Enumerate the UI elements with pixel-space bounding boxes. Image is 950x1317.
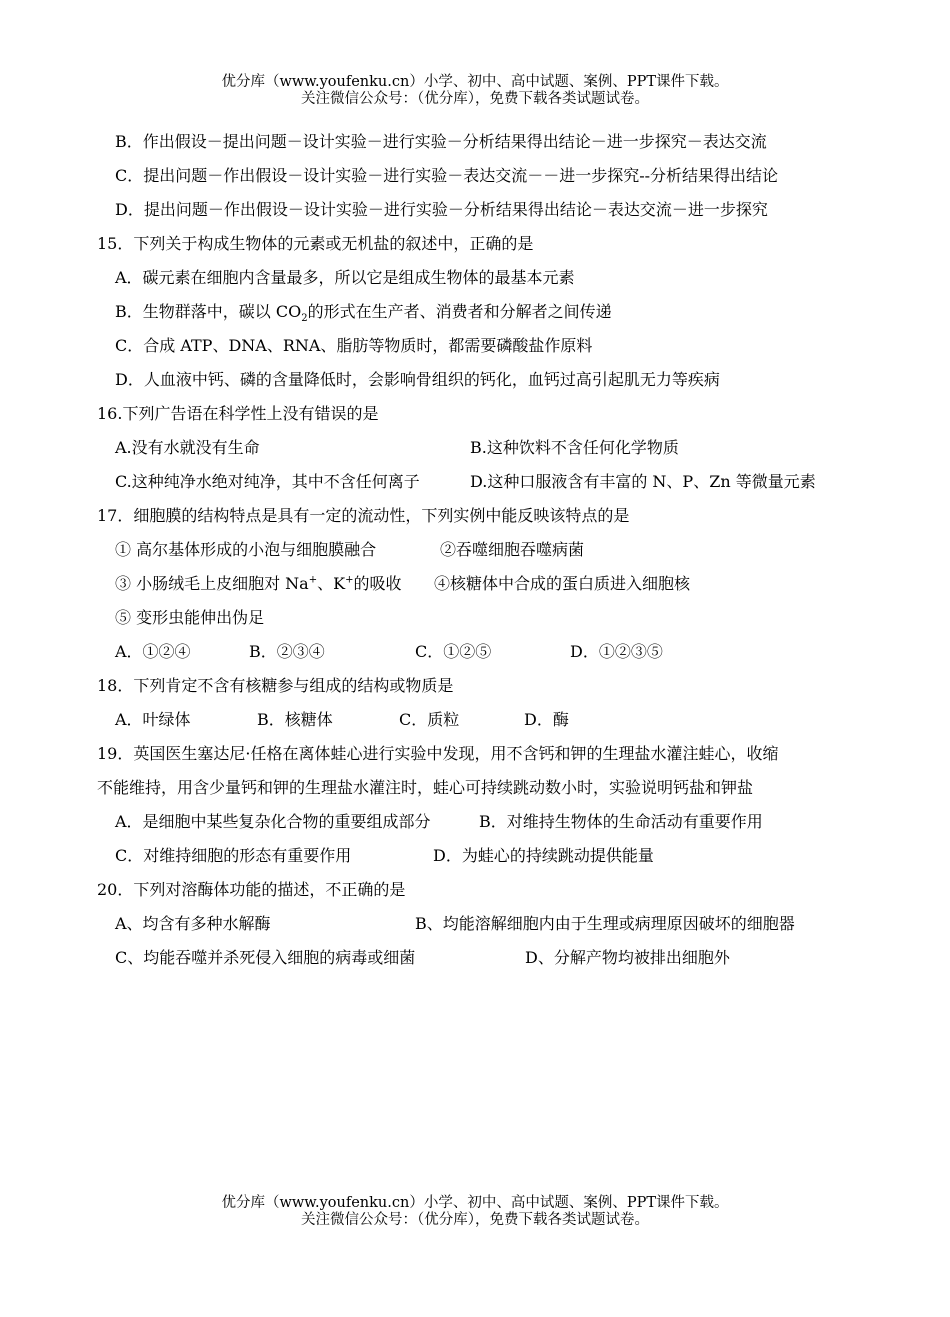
- q17-option-c: C．①②⑤: [415, 642, 492, 661]
- q19-stem-line-2: 不能维持，用含少量钙和钾的生理盐水灌注时，蛙心可持续跳动数小时，实验说明钙盐和钾盐: [97, 778, 754, 797]
- q17-item-5: ⑤ 变形虫能伸出伪足: [115, 608, 265, 627]
- footer-line-1: 优分库（www.youfenku.cn）小学、初中、高中试题、案例、PPT课件下载。: [221, 1195, 729, 1211]
- header-line-2: 关注微信公众号：（优分库），免费下载各类试题试卷。: [301, 91, 649, 107]
- q14-option-d: D．提出问题－作出假设－设计实验－进行实验－分析结果得出结论－表达交流－进一步探究: [115, 200, 768, 219]
- q17-item-2: ②吞噬细胞吞噬病菌: [440, 540, 585, 559]
- q20-option-c: C、均能吞噬并杀死侵入细胞的病毒或细菌: [115, 948, 416, 967]
- q19-option-d: D．为蛙心的持续跳动提供能量: [433, 846, 654, 865]
- q15-option-a: A．碳元素在细胞内含量最多，所以它是组成生物体的最基本元素: [115, 268, 575, 287]
- page-footer: [0, 1195, 950, 1229]
- q16-option-a: A.没有水就没有生命: [115, 438, 260, 457]
- q16-option-d: D.这种口服液含有丰富的 N、P、Zn 等微量元素: [470, 472, 816, 491]
- q16-option-b: B.这种饮料不含任何化学物质: [470, 438, 679, 457]
- q17-item-1: ① 高尔基体形成的小泡与细胞膜融合: [115, 540, 377, 559]
- q20-option-b: B、均能溶解细胞内由于生理或病理原因破坏的细胞器: [415, 914, 795, 933]
- q19-option-a: A．是细胞中某些复杂化合物的重要组成部分: [115, 812, 431, 831]
- q17-item-3: ③ 小肠绒毛上皮细胞对 Na+、K+的吸收: [115, 574, 402, 593]
- q15-option-c: C．合成 ATP、DNA、RNA、脂肪等物质时，都需要磷酸盐作原料: [115, 336, 593, 355]
- q19-stem-line-1: 19．英国医生塞达尼·任格在离体蛙心进行实验中发现，用不含钙和钾的生理盐水灌注蛙心，收缩: [97, 744, 779, 763]
- footer-line-2: 关注微信公众号：（优分库），免费下载各类试题试卷。: [301, 1212, 649, 1228]
- q19-option-c: C．对维持细胞的形态有重要作用: [115, 846, 352, 865]
- q20-option-d: D、分解产物均被排出细胞外: [525, 948, 730, 967]
- page-header: [0, 74, 950, 108]
- q16-stem: 16.下列广告语在科学性上没有错误的是: [97, 404, 379, 423]
- q17-option-a: A．①②④: [115, 642, 191, 661]
- header-line-1: 优分库（www.youfenku.cn）小学、初中、高中试题、案例、PPT课件下载。: [221, 74, 729, 90]
- q17-item-4: ④核糖体中合成的蛋白质进入细胞核: [434, 574, 691, 593]
- q17-stem: 17．细胞膜的结构特点是具有一定的流动性，下列实例中能反映该特点的是: [97, 506, 630, 525]
- q15-option-b: B．生物群落中，碳以 $CO_2$的形式在生产者、消费者和分解者之间传递: [115, 302, 612, 325]
- q14-option-b: B．作出假设－提出问题－设计实验－进行实验－分析结果得出结论－进一步探究－表达交流: [115, 132, 767, 151]
- q18-option-b: B．核糖体: [257, 710, 333, 729]
- q18-stem: 18．下列肯定不含有核糖参与组成的结构或物质是: [97, 676, 454, 695]
- q17-option-d: D．①②③⑤: [570, 642, 663, 661]
- q18-option-a: A．叶绿体: [115, 710, 191, 729]
- q16-option-c: C.这种纯净水绝对纯净，其中不含任何离子: [115, 472, 420, 491]
- q14-option-c: C．提出问题－作出假设－设计实验－进行实验－表达交流－－进一步探究--分析结果得出结论: [115, 166, 779, 185]
- q18-option-c: C．质粒: [399, 710, 460, 729]
- q15-stem: 15．下列关于构成生物体的元素或无机盐的叙述中，正确的是: [97, 234, 534, 253]
- q20-option-a: A、均含有多种水解酶: [115, 914, 271, 933]
- q18-option-d: D．酶: [524, 710, 569, 729]
- q19-option-b: B．对维持生物体的生命活动有重要作用: [479, 812, 763, 831]
- q15-option-d: D．人血液中钙、磷的含量降低时，会影响骨组织的钙化，血钙过高引起肌无力等疾病: [115, 370, 720, 389]
- q17-option-b: B．②③④: [249, 642, 325, 661]
- q20-stem: 20．下列对溶酶体功能的描述，不正确的是: [97, 880, 406, 899]
